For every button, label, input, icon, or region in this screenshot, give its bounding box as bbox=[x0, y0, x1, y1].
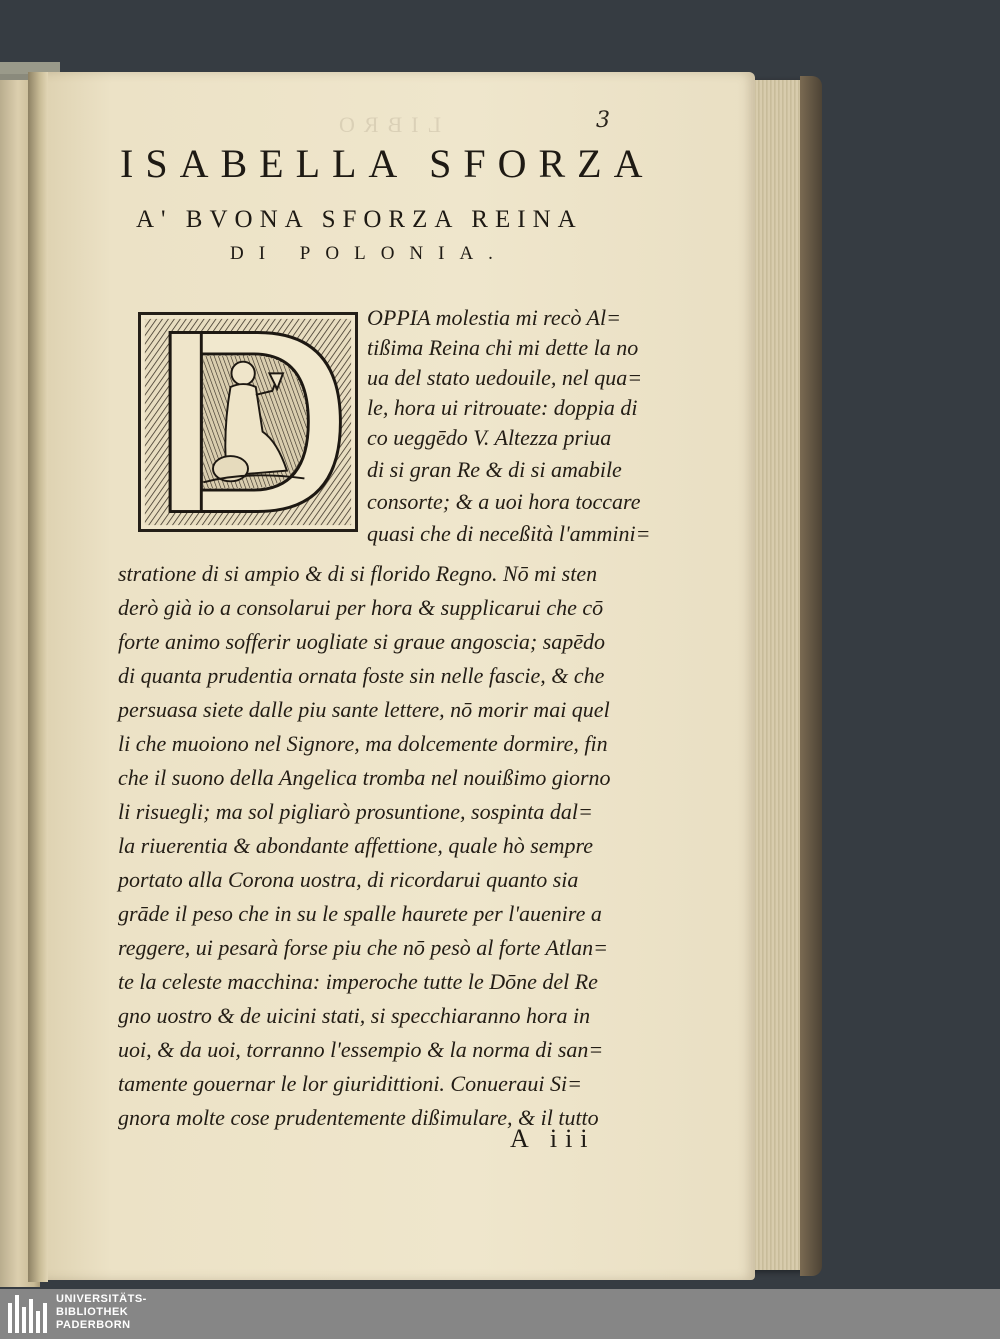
book-cover-edge bbox=[800, 76, 822, 1276]
text-line: grāde il peso che in su le spalle haurete per l'auenire a bbox=[118, 901, 602, 926]
text-line: che il suono della Angelica tromba nel nouißimo giorno bbox=[118, 765, 611, 790]
text-line: tamente gouernar le lor giuridittioni. Conueraui Si= bbox=[118, 1071, 582, 1096]
text-line: consorte; & a uoi hora toccare bbox=[367, 489, 641, 514]
text-line: li che muoiono nel Signore, ma dolcemente dormire, fin bbox=[118, 731, 608, 756]
text-line: gno uostro & de uicini stati, si specchiaranno hora in bbox=[118, 1003, 591, 1028]
text-line: portato alla Corona uostra, di ricordarui quanto sia bbox=[118, 867, 579, 892]
text-line: stratione di si ampio & di si florido Regno. Nō mi sten bbox=[118, 561, 598, 586]
signature-mark: A iii bbox=[510, 1124, 596, 1153]
woodcut-illustration-icon bbox=[141, 315, 355, 529]
page-heading: ISABELLA SFORZA bbox=[120, 141, 655, 186]
text-line: gnora molte cose prudentemente dißimulare, & il tutto bbox=[118, 1105, 599, 1130]
library-name-line-3: PADERBORN bbox=[56, 1319, 131, 1331]
text-line: di si gran Re & di si amabile bbox=[367, 457, 622, 482]
library-name-line-1: UNIVERSITÄTS- bbox=[56, 1293, 147, 1305]
text-line: persuasa siete dalle piu sante lettere, nō morir mai quel bbox=[118, 697, 610, 722]
text-line: ua del stato uedouile, nel qua= bbox=[367, 365, 643, 390]
text-line: co ueggēdo V. Altezza priua bbox=[367, 425, 612, 450]
text-line: di quanta prudentia ornata foste sin nelle fascie, & che bbox=[118, 663, 605, 688]
page-number: 3 bbox=[596, 108, 610, 133]
library-logo-text bbox=[56, 1293, 147, 1332]
page-subheading-2: DI POLONIA. bbox=[230, 243, 508, 264]
text-line: la riuerentia & abondante affettione, quale hò sempre bbox=[118, 833, 593, 858]
book-gutter bbox=[28, 72, 48, 1282]
text-line: tißima Reina chi mi dette la no bbox=[367, 335, 639, 360]
text-line: le, hora ui ritrouate: doppia di bbox=[367, 395, 638, 420]
text-line: OPPIA molestia mi recò Al= bbox=[367, 305, 621, 330]
library-footer bbox=[0, 1289, 1000, 1339]
decorated-initial-d bbox=[138, 312, 358, 532]
text-line: te la celeste macchina: imperoche tutte le Dōne del Re bbox=[118, 969, 598, 994]
text-line: reggere, ui pesarà forse piu che nō pesò al forte Atlan= bbox=[118, 935, 609, 960]
show-through-text: LIBRO bbox=[330, 112, 441, 137]
text-line: derò già io a consolarui per hora & supplicarui che cō bbox=[118, 595, 604, 620]
library-logo-icon bbox=[8, 1295, 48, 1333]
text-line: uoi, & da uoi, torranno l'essempio & la norma di san= bbox=[118, 1037, 604, 1062]
text-line: forte animo sofferir uogliate si graue angoscia; sapēdo bbox=[118, 629, 606, 654]
text-line: quasi che di neceßità l'ammini= bbox=[367, 521, 651, 546]
library-name-line-2: BIBLIOTHEK bbox=[56, 1306, 129, 1318]
page-subheading: A' BVONA SFORZA REINA bbox=[136, 206, 583, 233]
text-line: li risuegli; ma sol pigliarò prosuntione, sospinta dal= bbox=[118, 799, 593, 824]
